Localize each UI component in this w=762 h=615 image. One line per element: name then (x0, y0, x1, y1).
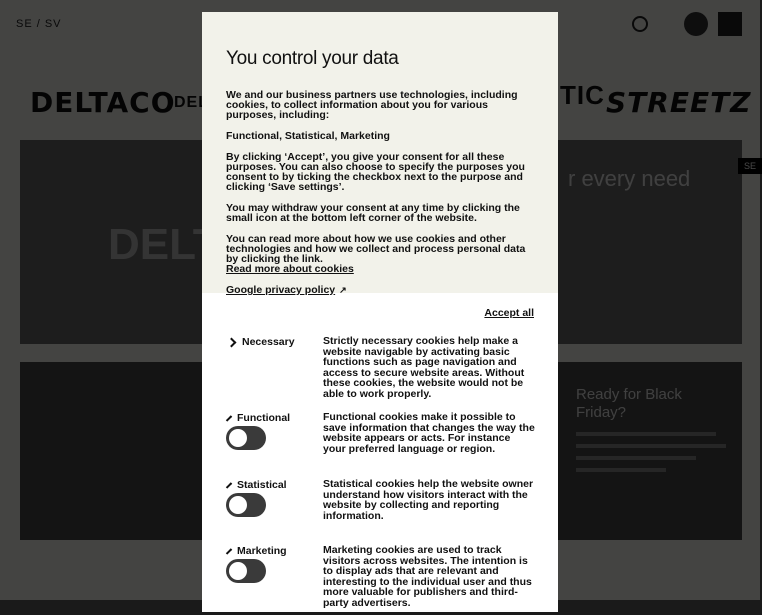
category-description: Statistical cookies help the website owner understand how visitors interact with the website by collecting and reporting information. (323, 478, 534, 522)
toggle-knob (229, 496, 247, 514)
read-more-paragraph (226, 234, 534, 274)
read-more-text: You can read more about how we use cookies and other technologies and how we collect and process personal data by clicking the link. (226, 233, 526, 265)
category-description: Marketing cookies are used to track visitors across websites. The intention is to display ads that are relevant and interesting to the individual user and thus more valuable for publishers and third-party advertisers. (323, 544, 532, 609)
consent-intro (202, 12, 558, 296)
accept-all-button[interactable]: Accept all (484, 307, 534, 319)
category-name: Statistical (237, 479, 287, 491)
chevron-right-icon (226, 415, 232, 421)
category-necessary-toggle[interactable] (226, 336, 295, 348)
google-privacy-link[interactable]: Google privacy policy (226, 284, 336, 296)
accept-row (202, 293, 558, 333)
category-functional-expand[interactable] (226, 412, 291, 424)
cookie-consent-dialog (202, 12, 558, 612)
accept-explanation: By clicking ‘Accept’, you give your consent for all these purposes. You can also choose to specify the purposes you consent to by ticking the checkbox next to the purpose and clicking ‘Save settings’. (226, 151, 525, 193)
external-link-icon: ↗ (339, 285, 347, 295)
read-more-link[interactable]: Read more about cookies (226, 263, 354, 275)
purposes-list: Functional, Statistical, Marketing (226, 130, 390, 142)
marketing-toggle[interactable] (226, 559, 266, 583)
toggle-knob (229, 429, 247, 447)
category-header (226, 412, 291, 462)
chevron-right-icon (226, 482, 232, 488)
category-header (226, 479, 286, 529)
toggle-knob (229, 562, 247, 580)
chevron-right-icon (227, 337, 237, 347)
chevron-right-icon (226, 548, 232, 554)
functional-toggle[interactable] (226, 426, 266, 450)
category-marketing (202, 545, 558, 615)
category-description: Functional cookies make it possible to save information that changes the way the website appears or acts. For instance your preferred language or region. (323, 411, 535, 455)
category-marketing-expand[interactable] (226, 545, 286, 557)
category-statistical (202, 479, 558, 545)
category-statistical-expand[interactable] (226, 479, 286, 491)
category-header (226, 545, 286, 595)
category-name: Functional (237, 412, 291, 424)
withdraw-explanation: You may withdraw your consent at any time by clicking the small icon at the bottom left corner of the website. (226, 202, 520, 224)
category-necessary (202, 336, 558, 412)
category-header (226, 336, 295, 348)
dialog-title: You control your data (226, 48, 399, 69)
category-name: Marketing (237, 545, 287, 557)
category-functional (202, 412, 558, 479)
statistical-toggle[interactable] (226, 493, 266, 517)
category-name: Necessary (242, 336, 295, 348)
intro-paragraph: We and our business partners use technologies, including cookies, to collect information about you for various purposes, including: (226, 89, 518, 121)
category-description: Strictly necessary cookies help make a website navigable by activating basic functions such as page navigation and access to secure website areas. Without these cookies, the website would not be able to work properly. (323, 335, 525, 400)
